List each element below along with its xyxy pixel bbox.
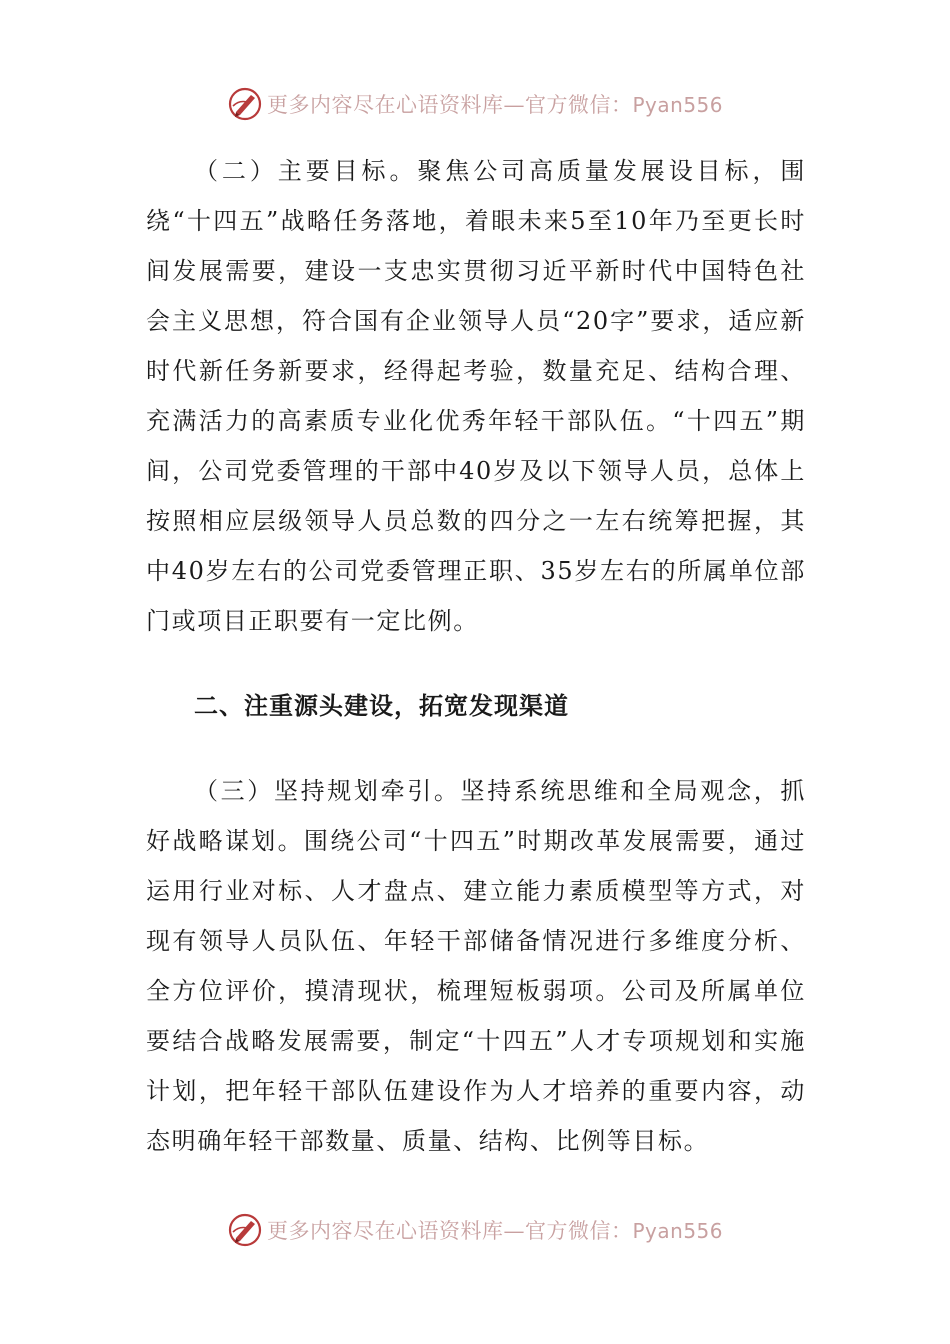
- footer-watermark-banner: [0, 1208, 950, 1252]
- header-banner-contact: 官方微信：: [524, 93, 633, 117]
- pen-logo-icon: [227, 86, 263, 122]
- header-watermark-banner: [0, 82, 950, 126]
- spacer: [146, 731, 806, 766]
- footer-banner-separator: —: [503, 1219, 525, 1243]
- header-banner-id: Pyan556: [632, 93, 723, 117]
- header-banner-title: 更多内容尽在心语资料库: [266, 93, 504, 117]
- footer-banner-text: [267, 1215, 723, 1245]
- pen-logo-icon: [227, 1212, 263, 1248]
- spacer: [146, 646, 806, 681]
- header-banner-separator: —: [503, 93, 525, 117]
- footer-banner-title: 更多内容尽在心语资料库: [266, 1219, 504, 1243]
- footer-banner-id: Pyan556: [632, 1219, 723, 1243]
- document-body: [146, 146, 806, 1166]
- section-heading-2: 二、注重源头建设，拓宽发现渠道: [194, 692, 569, 720]
- header-banner-text: [267, 89, 723, 119]
- footer-banner-contact: 官方微信：: [524, 1219, 633, 1243]
- paragraph-planning: （三）坚持规划牵引。坚持系统思维和全局观念，抓好战略谋划。围绕公司“十四五”时期改革发展需要，通过运用行业对标、人才盘点、建立能力素质模型等方式，对现有领导人员队伍、年轻干部储备情况进行多维度分析、全方位评价，摸清现状，梳理短板弱项。公司及所属单位要结合战略发展需要，制定“十四五”人才专项规划和实施计划，把年轻干部队伍建设作为人才培养的重要内容，动态明确年轻干部数量、质量、结构、比例等目标。: [146, 777, 806, 1155]
- paragraph-main-goals: （二）主要目标。聚焦公司高质量发展设目标，围绕“十四五”战略任务落地，着眼未来5至10年乃至更长时间发展需要，建设一支忠实贯彻习近平新时代中国特色社会主义思想，符合国有企业领导人员“20字”要求，适应新时代新任务新要求，经得起考验，数量充足、结构合理、充满活力的高素质专业化优秀年轻干部队伍。“十四五”期间，公司党委管理的干部中40岁及以下领导人员，总体上按照相应层级领导人员总数的四分之一左右统筹把握，其中40岁左右的公司党委管理正职、35岁左右的所属单位部门或项目正职要有一定比例。: [146, 157, 806, 635]
